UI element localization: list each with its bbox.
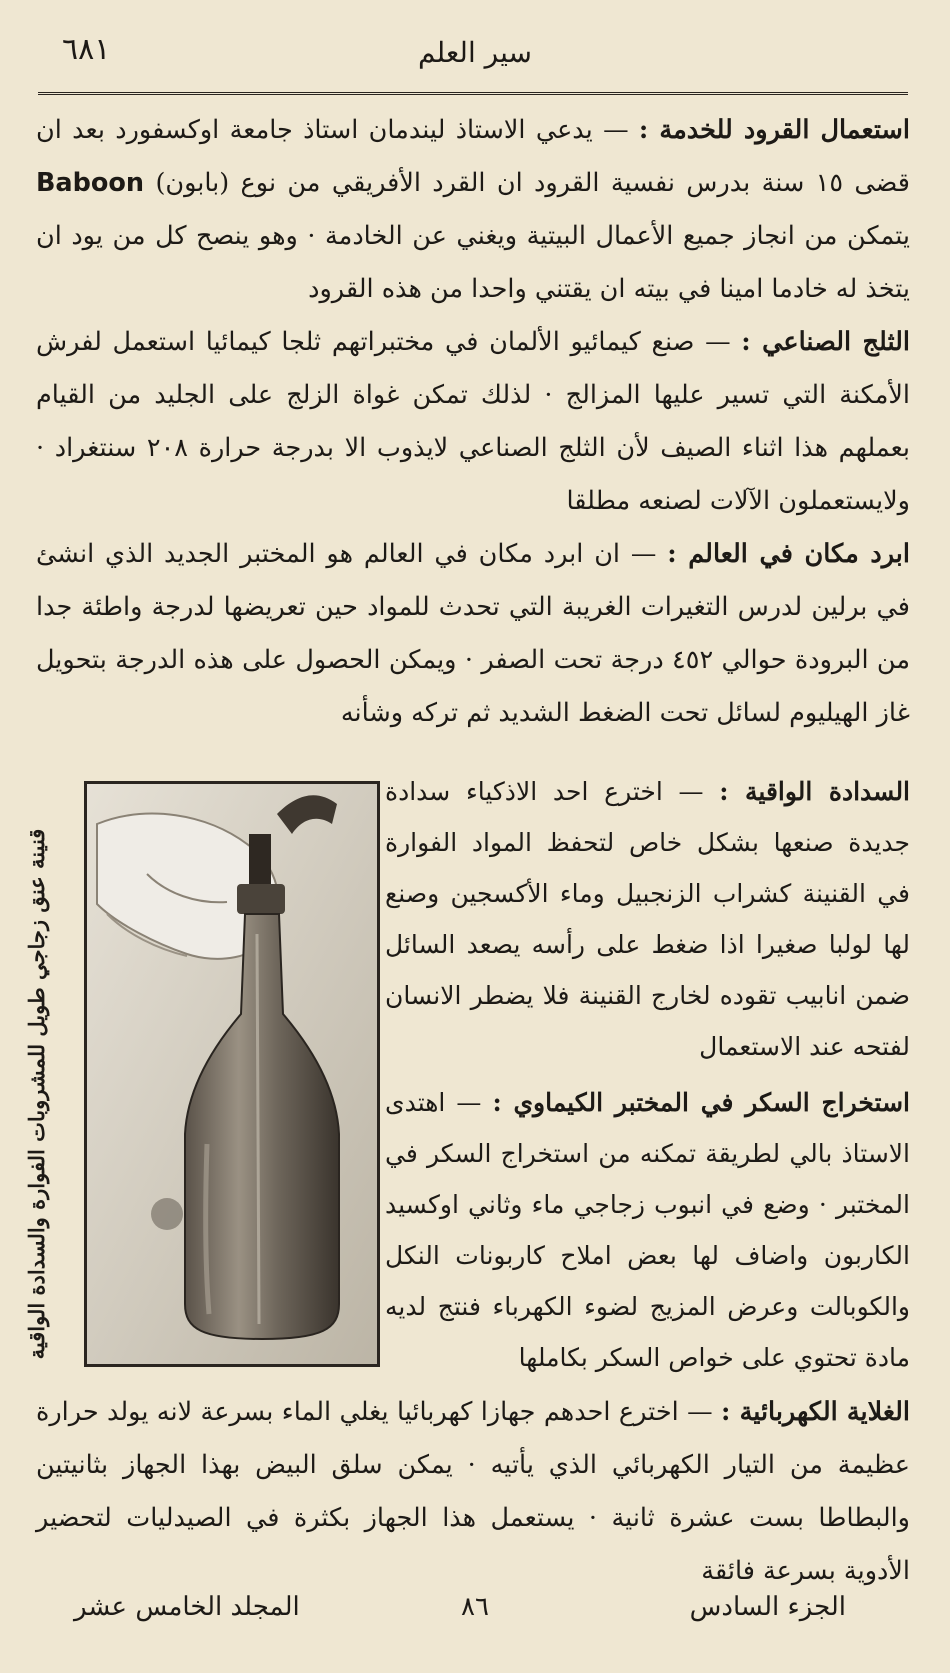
article-text: — اهتدى الاستاذ بالي لطريقة تمكنه من استخراج السكر في المختبر · وضع في انبوب زجاجي ماء وثاني اوكسيد الكاربون واضاف لها بعض املاح كاربونات النكل والكوبالت وعرض المزيج لضوء الكهرباء فنتج لديه مادة تحتوي على خواص السكر بكاملها xyxy=(385,1088,910,1372)
article-lab-sugar xyxy=(385,1077,910,1383)
article-text: — ان ابرد مكان في العالم هو المختبر الجديد الذي انشئ في برلين لدرس التغيرات الغريبة التي تحدث للمواد حين تعريضها لدرجة واطئة جدا من البرودة حوالي ٤٥٢ درجة تحت الصفر · ويمكن الحصول على هذه الدرجة بتحويل غاز الهيليوم لسائل تحت الضغط الشديد ثم تركه وشأنه xyxy=(36,539,910,728)
article-artificial-snow xyxy=(36,316,910,528)
article-text: — اخترع احدهم جهازا كهربائيا يغلي الماء بسرعة لانه يولد حرارة عظيمة من التيار الكهربائي الذي يأتيه · يمكن سلق البيض بهذا الجهاز بثانيتين والبطاطا بست عشرة ثانية · يستعمل هذا الجهاز بكثرة في الصيدليات لتحضير الأدوية بسرعة فائقة xyxy=(36,1397,910,1586)
article-coldest-place xyxy=(36,528,910,740)
footer-volume: المجلد الخامس عشر xyxy=(74,1592,300,1622)
article-heading: الغلاية الكهربائية : xyxy=(721,1397,910,1427)
article-text-continued: يتمكن من انجاز جميع الأعمال البيتية ويغني عن الخادمة · وهو ينصح كل من يود ان يتخذ له خادما امينا في بيته ان يقتني واحدا من هذه القرود xyxy=(36,221,910,304)
bottle-photo xyxy=(84,781,380,1367)
header-rule xyxy=(38,92,908,95)
article-monkeys xyxy=(36,104,910,316)
article-text: — صنع كيمائيو الألمان في مختبراتهم ثلجا كيمائيا استعمل لفرش الأمكنة التي تسير عليها المزالج · لذلك تمكن غواة الزلج على الجليد من القيام بعملهم هذا اثناء الصيف لأن الثلج الصناعي لايذوب الا بدرجة حرارة ٢٠٨ سنتغراد · ولايستعملون الآلات لصنعه مطلقا xyxy=(36,327,910,516)
article-heading: السدادة الواقية : xyxy=(719,777,911,806)
footer-page-number: ٨٦ xyxy=(461,1592,489,1622)
article-text: — اخترع احد الاذكياء سدادة جديدة صنعها بشكل خاص لتحفظ المواد الفوارة في القنينة كشراب الزنجبيل وماء الأكسجين وصنع لها لولبا صغيرا اذا ضغط على رأسه يصعد السائل ضمن انابيب تقوده لخارج القنينة فلا يضطر الانسان لفتحه عند الاستعمال xyxy=(385,777,910,1061)
article-heading: استعمال القرود للخدمة : xyxy=(638,115,910,145)
article-heading: الثلج الصناعي : xyxy=(741,327,910,357)
article-heading: استخراج السكر في المختبر الكيماوي : xyxy=(492,1088,910,1117)
page-number: ٦٨١ xyxy=(62,32,111,67)
article-electric-boiler xyxy=(36,1386,910,1598)
footer-part: الجزء السادس xyxy=(689,1592,846,1622)
photo-caption: قنينة عنق زجاجي طويل للمشروبات الفوارة والسدادة الواقية xyxy=(24,828,49,1360)
latin-term: Baboon xyxy=(36,168,145,198)
article-heading: ابرد مكان في العالم : xyxy=(667,539,910,569)
article-text: — يدعي الاستاذ ليندمان استاذ جامعة اوكسفورد بعد ان قضى ١٥ سنة بدرس نفسية القرود ان القرد الأفريقي من نوع (بابون) xyxy=(36,115,910,198)
article-safety-stopper xyxy=(385,766,910,1072)
bottle-illustration xyxy=(87,784,377,1364)
running-title: سير العلم xyxy=(418,36,532,69)
